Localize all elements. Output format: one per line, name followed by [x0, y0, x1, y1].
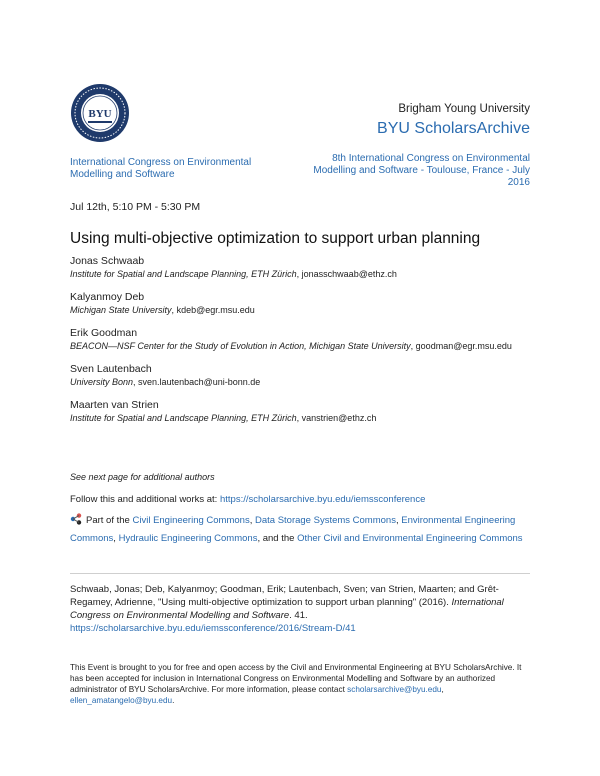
seal-text: BYU: [88, 108, 112, 120]
series-link-congress[interactable]: International Congress on Environmental Modelling and Software: [70, 157, 252, 180]
series-link-8th-congress[interactable]: 8th International Congress on Environmental Modelling and Software - Toulouse, France - July 2016: [313, 153, 530, 188]
part-of-commons: [70, 513, 540, 547]
author-entry: [70, 363, 540, 389]
footer-notice: [70, 662, 532, 706]
paper-title: Using multi-objective optimization to support urban planning: [70, 230, 481, 247]
affiliation-text: BEACON—NSF Center for the Study of Evolution in Action, Michigan State University: [70, 341, 411, 351]
author-name: Jonas Schwaab: [70, 255, 145, 267]
follow-url-link[interactable]: https://scholarsarchive.byu.edu/iemssconference: [219, 494, 426, 505]
affiliation-text: Institute for Spatial and Landscape Planning, ETH Zürich: [70, 413, 297, 423]
follow-prefix: Follow this and additional works at:: [70, 494, 220, 505]
affiliation-text: Institute for Spatial and Landscape Planning, ETH Zürich: [70, 269, 297, 279]
author-email: vanstrien@ethz.ch: [301, 413, 377, 423]
citation-suffix: . 41.: [289, 610, 308, 621]
affiliation-text: University Bonn: [70, 377, 134, 387]
author-email: goodman@egr.msu.edu: [415, 341, 512, 351]
author-affiliation: University Bonn, sven.lautenbach@uni-bonn.de: [70, 377, 261, 387]
separator: ,: [113, 533, 119, 544]
citation-text: Schwaab, Jonas; Deb, Kalyanmoy; Goodman, Erik; Lautenbach, Sven; van Strien, Maarten; and Grêt-Regamey, Adrienne, "Using multi-objective optimization to support urban planning" (2016).: [70, 584, 499, 608]
commons-link-other-civil-environmental[interactable]: Other Civil and Environmental Engineering Commons: [297, 533, 523, 544]
share-icon: [70, 513, 82, 531]
author-affiliation: Institute for Spatial and Landscape Planning, ETH Zürich, vanstrien@ethz.ch: [70, 413, 377, 423]
commons-link-civil-engineering[interactable]: Civil Engineering Commons: [132, 515, 250, 526]
affiliation-text: Michigan State University: [70, 305, 172, 315]
contact-email-link-2[interactable]: ellen_amatangelo@byu.edu: [70, 696, 173, 705]
follow-line: [70, 494, 425, 505]
citation-url-link[interactable]: https://scholarsarchive.byu.edu/iemssconference/2016/Stream-D/41: [70, 623, 356, 634]
author-list: [70, 255, 540, 435]
scholarsarchive-link[interactable]: BYU ScholarsArchive: [377, 120, 530, 137]
commons-link-hydraulic-engineering[interactable]: Hydraulic Engineering Commons: [118, 533, 258, 544]
author-entry: [70, 291, 540, 317]
author-email: kdeb@egr.msu.edu: [176, 305, 255, 315]
author-affiliation: BEACON—NSF Center for the Study of Evolution in Action, Michigan State University, goodman@egr.msu.edu: [70, 341, 512, 351]
citation-venue: International Congress on Environmental Modelling and Software: [70, 597, 504, 621]
contact-email-link[interactable]: scholarsarchive@byu.edu: [347, 685, 442, 694]
citation-block: [70, 583, 532, 635]
author-name: Kalyanmoy Deb: [70, 291, 145, 303]
separator: , and the: [257, 533, 298, 544]
commons-link-data-storage[interactable]: Data Storage Systems Commons: [254, 515, 396, 526]
part-of-prefix: Part of the: [86, 515, 133, 526]
university-name: Brigham Young University: [398, 103, 530, 115]
author-entry: [70, 255, 540, 281]
author-entry: [70, 399, 540, 425]
commons-link-environmental-engineering[interactable]: Environmental Engineering Commons: [70, 515, 516, 544]
footer-text: This Event is brought to you for free and open access by the Civil and Environmental Engineering at BYU ScholarsArchive. It has been accepted for inclusion in International Congress on Environmental Modelling and Software by an authorized administrator of BYU ScholarsArchive. For more information, please contact: [70, 663, 522, 694]
author-name: Sven Lautenbach: [70, 363, 152, 375]
see-next-note: See next page for additional authors: [70, 472, 215, 482]
author-entry: [70, 327, 540, 353]
author-affiliation: Institute for Spatial and Landscape Planning, ETH Zürich, jonasschwaab@ethz.ch: [70, 269, 397, 279]
author-email: jonasschwaab@ethz.ch: [301, 269, 397, 279]
session-time: Jul 12th, 5:10 PM - 5:30 PM: [70, 201, 201, 213]
divider: [70, 573, 530, 574]
separator: ,: [441, 685, 444, 694]
footer-end: .: [172, 696, 175, 705]
author-affiliation: Michigan State University, kdeb@egr.msu.edu: [70, 305, 255, 315]
separator: ,: [395, 515, 402, 526]
author-name: Erik Goodman: [70, 327, 138, 339]
author-email: sven.lautenbach@uni-bonn.de: [138, 377, 261, 387]
separator: ,: [249, 515, 255, 526]
author-name: Maarten van Strien: [70, 399, 159, 411]
byu-seal-logo: [70, 83, 130, 143]
